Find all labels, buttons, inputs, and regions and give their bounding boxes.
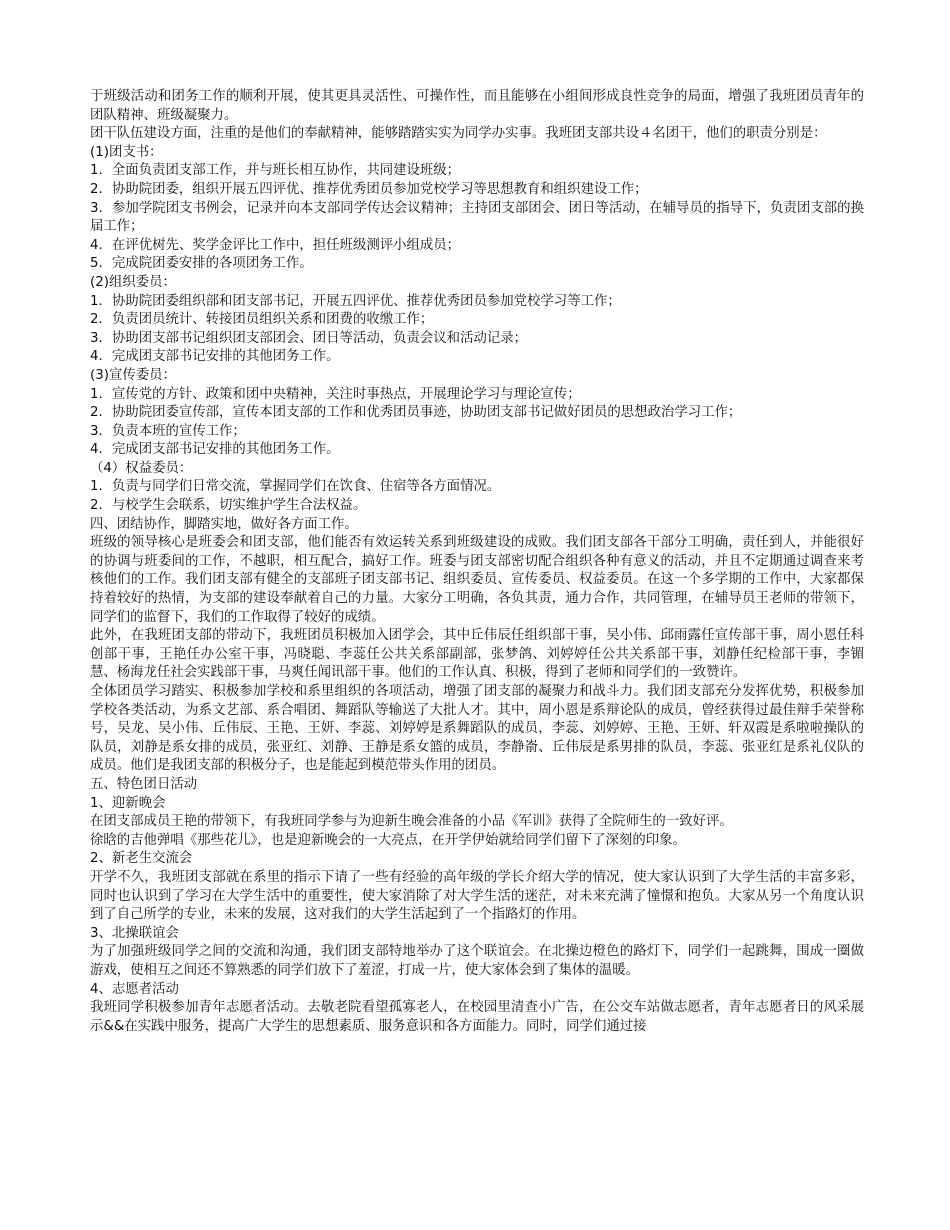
list-item: 4．完成团支部书记安排的其他团务工作。 [90, 442, 340, 458]
list-item: 1．宣传党的方针、政策和团中央精神，关注时事热点，开展理论学习与理论宣传； [90, 386, 581, 402]
subheading-social-gathering: 3、北操联谊会 [90, 925, 179, 941]
subheading-exchange-meeting: 2、新老生交流会 [90, 851, 193, 867]
body-paragraph: 为了加强班级同学之间的交流和沟通，我们团支部特地举办了这个联谊会。在北操边橙色的路灯下，同学们一起跳舞，围成一圈做游戏，使相互之间还不算熟悉的同学们放下了羞涩，打成一片，使大家体会到了集体的温暖。 [90, 944, 864, 978]
team-building-paragraph: 团干队伍建设方面，注重的是他们的奉献精神，能够踏踏实实为同学办实事。我班团支部共设４名团干，他们的职责分别是： [90, 126, 827, 142]
intro-paragraph: 于班级活动和团务工作的顺利开展，使其更具灵活性、可操作性，而且能够在小组间形成良性竞争的局面，增强了我班团员青年的团队精神、班级凝聚力。 [90, 89, 864, 123]
list-item: 2．负责团员统计、转接团员组织关系和团费的收缴工作； [90, 312, 434, 328]
list-item: 3．协助团支部书记组织团支部团会、团日等活动，负责会议和活动记录； [90, 330, 528, 346]
subheading-volunteer: 4、志愿者活动 [90, 981, 179, 997]
section-4-title: （4）权益委员： [90, 460, 193, 476]
heading-part-4: 四、团结协作，脚踏实地，做好各方面工作。 [90, 516, 358, 532]
body-paragraph: 我班同学积极参加青年志愿者活动。去敬老院看望孤寡老人，在校园里清查小广告，在公交车站做志愿者，青年志愿者日的风采展示&&在实践中服务，提高广大学生的思想素质、服务意识和各方面能力。同时，同学们通过接 [90, 1000, 864, 1034]
list-item: 2．协助院团委，组织开展五四评优、推荐优秀团员参加党校学习等思想教育和组织建设工作； [90, 181, 648, 197]
body-paragraph: 全体团员学习踏实、积极参加学校和系里组织的各项活动，增强了团支部的凝聚力和战斗力。我们团支部充分发挥优势，积极参加学校各类活动，为系文艺部、系合唱团、舞蹈队等输送了大批人才。其中，周小恩是系辩论队的成员，曾经获得过最佳辩手荣誉称号，吴龙、吴小伟、丘伟辰、王艳、王妍、李蕊、刘婷婷是系舞蹈队的成员，李蕊、刘婷婷、王艳、王妍、轩双霞是系啦啦操队的队员，刘静是系女排的成员，张亚红、刘静、王静是系女篮的成员，李静嵛、丘伟辰是系男排的队员，李蕊、张亚红是系礼仪队的成员。他们是我团支部的积极分子，也是能起到模范带头作用的团员。 [90, 684, 864, 774]
list-item: 2．协助院团委宣传部，宣传本团支部的工作和优秀团员事迹，协助团支部书记做好团员的思想政治学习工作； [90, 405, 742, 421]
list-item: 4．在评优树先、奖学金评比工作中，担任班级测评小组成员； [90, 237, 461, 253]
list-item: 1．协助院团委组织部和团支部书记，开展五四评优、推荐优秀团员参加党校学习等工作； [90, 293, 621, 309]
body-line: 徐晗的吉他弹唱《那些花儿》，也是迎新晚会的一大亮点，在开学伊始就给同学们留下了深刻的印象。 [90, 832, 686, 848]
section-2-title: (2)组织委员： [90, 274, 176, 290]
subheading-welcome-party: 1、迎新晚会 [90, 795, 166, 811]
section-3-title: (3)宣传委员： [90, 367, 176, 383]
body-line: 在团支部成员王艳的带领下，有我班同学参与为迎新生晚会准备的小品《军训》获得了全院师生的一致好评。 [90, 814, 733, 830]
body-paragraph: 此外，在我班团支部的带动下，我班团员积极加入团学会，其中丘伟辰任组织部干事，吴小伟、邱雨露任宣传部干事，周小恩任科创部干事，王艳任办公室干事，冯晓聪、李蕊任公共关系部副部，张梦鸽、刘婷婷任公共关系部干事，刘静任纪检部干事，李镅慧、杨海龙任社会实践部干事，马爽任闻讯部干事。他们的工作认真、积极，得到了老师和同学们的一致赞许。 [90, 628, 864, 681]
heading-part-5: 五、特色团日活动 [90, 776, 198, 792]
list-item: 1．全面负责团支部工作，并与班长相互协作，共同建设班级； [90, 163, 461, 179]
list-item: 3．负责本班的宣传工作； [90, 423, 246, 439]
list-item: 2．与校学生会联系，切实维护学生合法权益。 [90, 498, 367, 514]
list-item: 1．负责与同学们日常交流，掌握同学们在饮食、住宿等各方面情况。 [90, 479, 501, 495]
list-item: 5．完成院团委安排的各项团务工作。 [90, 256, 313, 272]
body-paragraph: 开学不久，我班团支部就在系里的指示下请了一些有经验的高年级的学长介绍大学的情况，使大家认识到了大学生活的丰富多彩，同时也认识到了学习在大学生活中的重要性，使大家消除了对大学生活的迷茫，对未来充满了憧憬和抱负。大家从另一个角度认识到了自己所学的专业，未来的发展，这对我们的大学生活起到了一个指路灯的作用。 [90, 869, 864, 923]
section-1-title: (1)团支书： [90, 144, 163, 160]
list-item: 4．完成团支部书记安排的其他团务工作。 [90, 349, 340, 365]
list-item: 3．参加学院团支书例会，记录并向本支部同学传达会议精神；主持团支部团会、团日等活动，在辅导员的指导下，负责团支部的换届工作； [90, 200, 864, 235]
body-paragraph: 班级的领导核心是班委会和团支部，他们能否有效运转关系到班级建设的成败。我们团支部各干部分工明确，责任到人，并能很好的协调与班委间的工作，不越职，相互配合，搞好工作。班委与团支部密切配合组织各种有意义的活动，并且不定期通过调查来考核他们的工作。我们团支部有健全的支部班子团支部书记、组织委员、宣传委员、权益委员。在这一个多学期的工作中，大家都保持着较好的热情，为支部的建设奉献着自己的力量。大家分工明确，各负其责，通力合作，共同管理，在辅导员王老师的带领下，同学们的监督下，我们的工作取得了较好的成绩。 [90, 535, 864, 625]
